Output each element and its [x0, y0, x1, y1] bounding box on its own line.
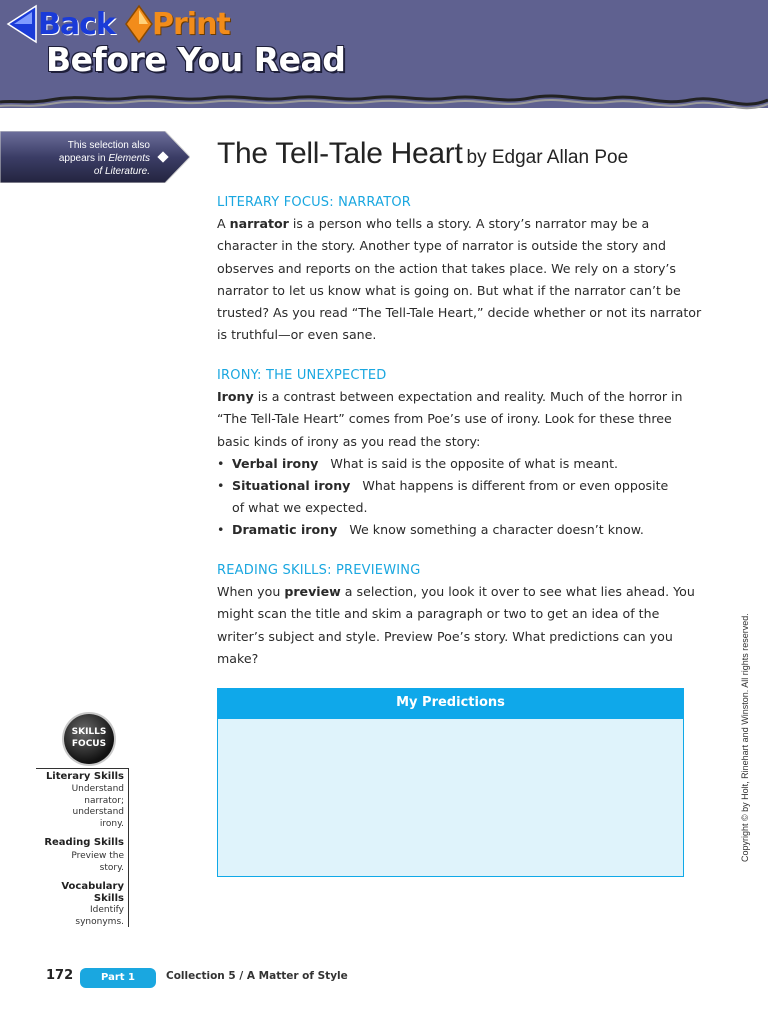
header-wave-border [0, 86, 768, 120]
page-section-title: Before You Read [46, 40, 346, 79]
literary-skills-heading: Literary Skills [45, 771, 124, 782]
print-button[interactable] [124, 4, 230, 44]
back-button[interactable] [6, 4, 115, 44]
selection-note-text: This selection also appears in Elements of Literature. [58, 140, 150, 177]
narrator-heading: LITERARY FOCUS: NARRATOR [217, 195, 412, 210]
literary-skills-text: Understand narrator; understand irony. [71, 784, 124, 829]
author-byline: by Edgar Allan Poe [466, 147, 629, 168]
selection-title [217, 137, 628, 171]
part-label: Part 1 [80, 968, 156, 988]
reading-skills-text: Preview the story. [71, 851, 124, 873]
irony-heading: IRONY: THE UNEXPECTED [217, 368, 387, 383]
back-label: Back [38, 6, 115, 42]
copyright-notice: Copyright © by Holt, Rinehart and Winston. All rights reserved. [740, 613, 750, 862]
skills-list [36, 768, 129, 927]
print-label: Print [152, 6, 230, 42]
narrator-paragraph: A narrator is a person who tells a story. A story’s narrator may be a character in the story. Another type of narrator is outside the story and observes and reports on the action that takes place. We rely on a story’s narrator to let us know what is going on. But what if the narrator can’t be trusted? As you read “The Tell-Tale Heart,” decide whether or not its narrator is truthful—or even sane. [217, 216, 702, 343]
vocabulary-skills-text: Identify synonyms. [75, 905, 124, 927]
reading-skills-label: Reading Skills [44, 837, 124, 848]
collection-label: Collection 5 / A Matter of Style [166, 970, 348, 982]
bullet-dramatic-irony: • Dramatic irony We know something a character doesn’t know. [217, 522, 644, 537]
work-title: The Tell-Tale Heart [217, 137, 463, 170]
back-arrow-icon [6, 4, 40, 44]
irony-paragraph: Irony is a contrast between expectation and reality. Much of the horror in “The Tell-Tale Heart” comes from Poe’s use of irony. Look for these three basic kinds of irony as you read the story: [217, 389, 683, 449]
bullet-verbal-irony: • Verbal irony What is said is the opposite of what is meant. [217, 456, 619, 471]
page-number: 172 [46, 968, 74, 983]
print-diamond-icon [124, 4, 154, 44]
reading-skills-heading: READING SKILLS: PREVIEWING [217, 563, 421, 578]
vocabulary-skills-heading: Vocabulary Skills [61, 881, 124, 904]
reading-skills-paragraph: When you preview a selection, you look it over to see what lies ahead. You might scan the title and skim a paragraph or two to get an idea of the writer’s subject and style. Preview Poe’s story. What predictions can you make? [217, 584, 695, 666]
skills-focus-badge: SKILLS FOCUS [64, 714, 114, 764]
predictions-header: My Predictions [217, 688, 684, 719]
bullet-situational-irony: • Situational irony What happens is different from or even opposite of what we expected. [217, 478, 669, 516]
